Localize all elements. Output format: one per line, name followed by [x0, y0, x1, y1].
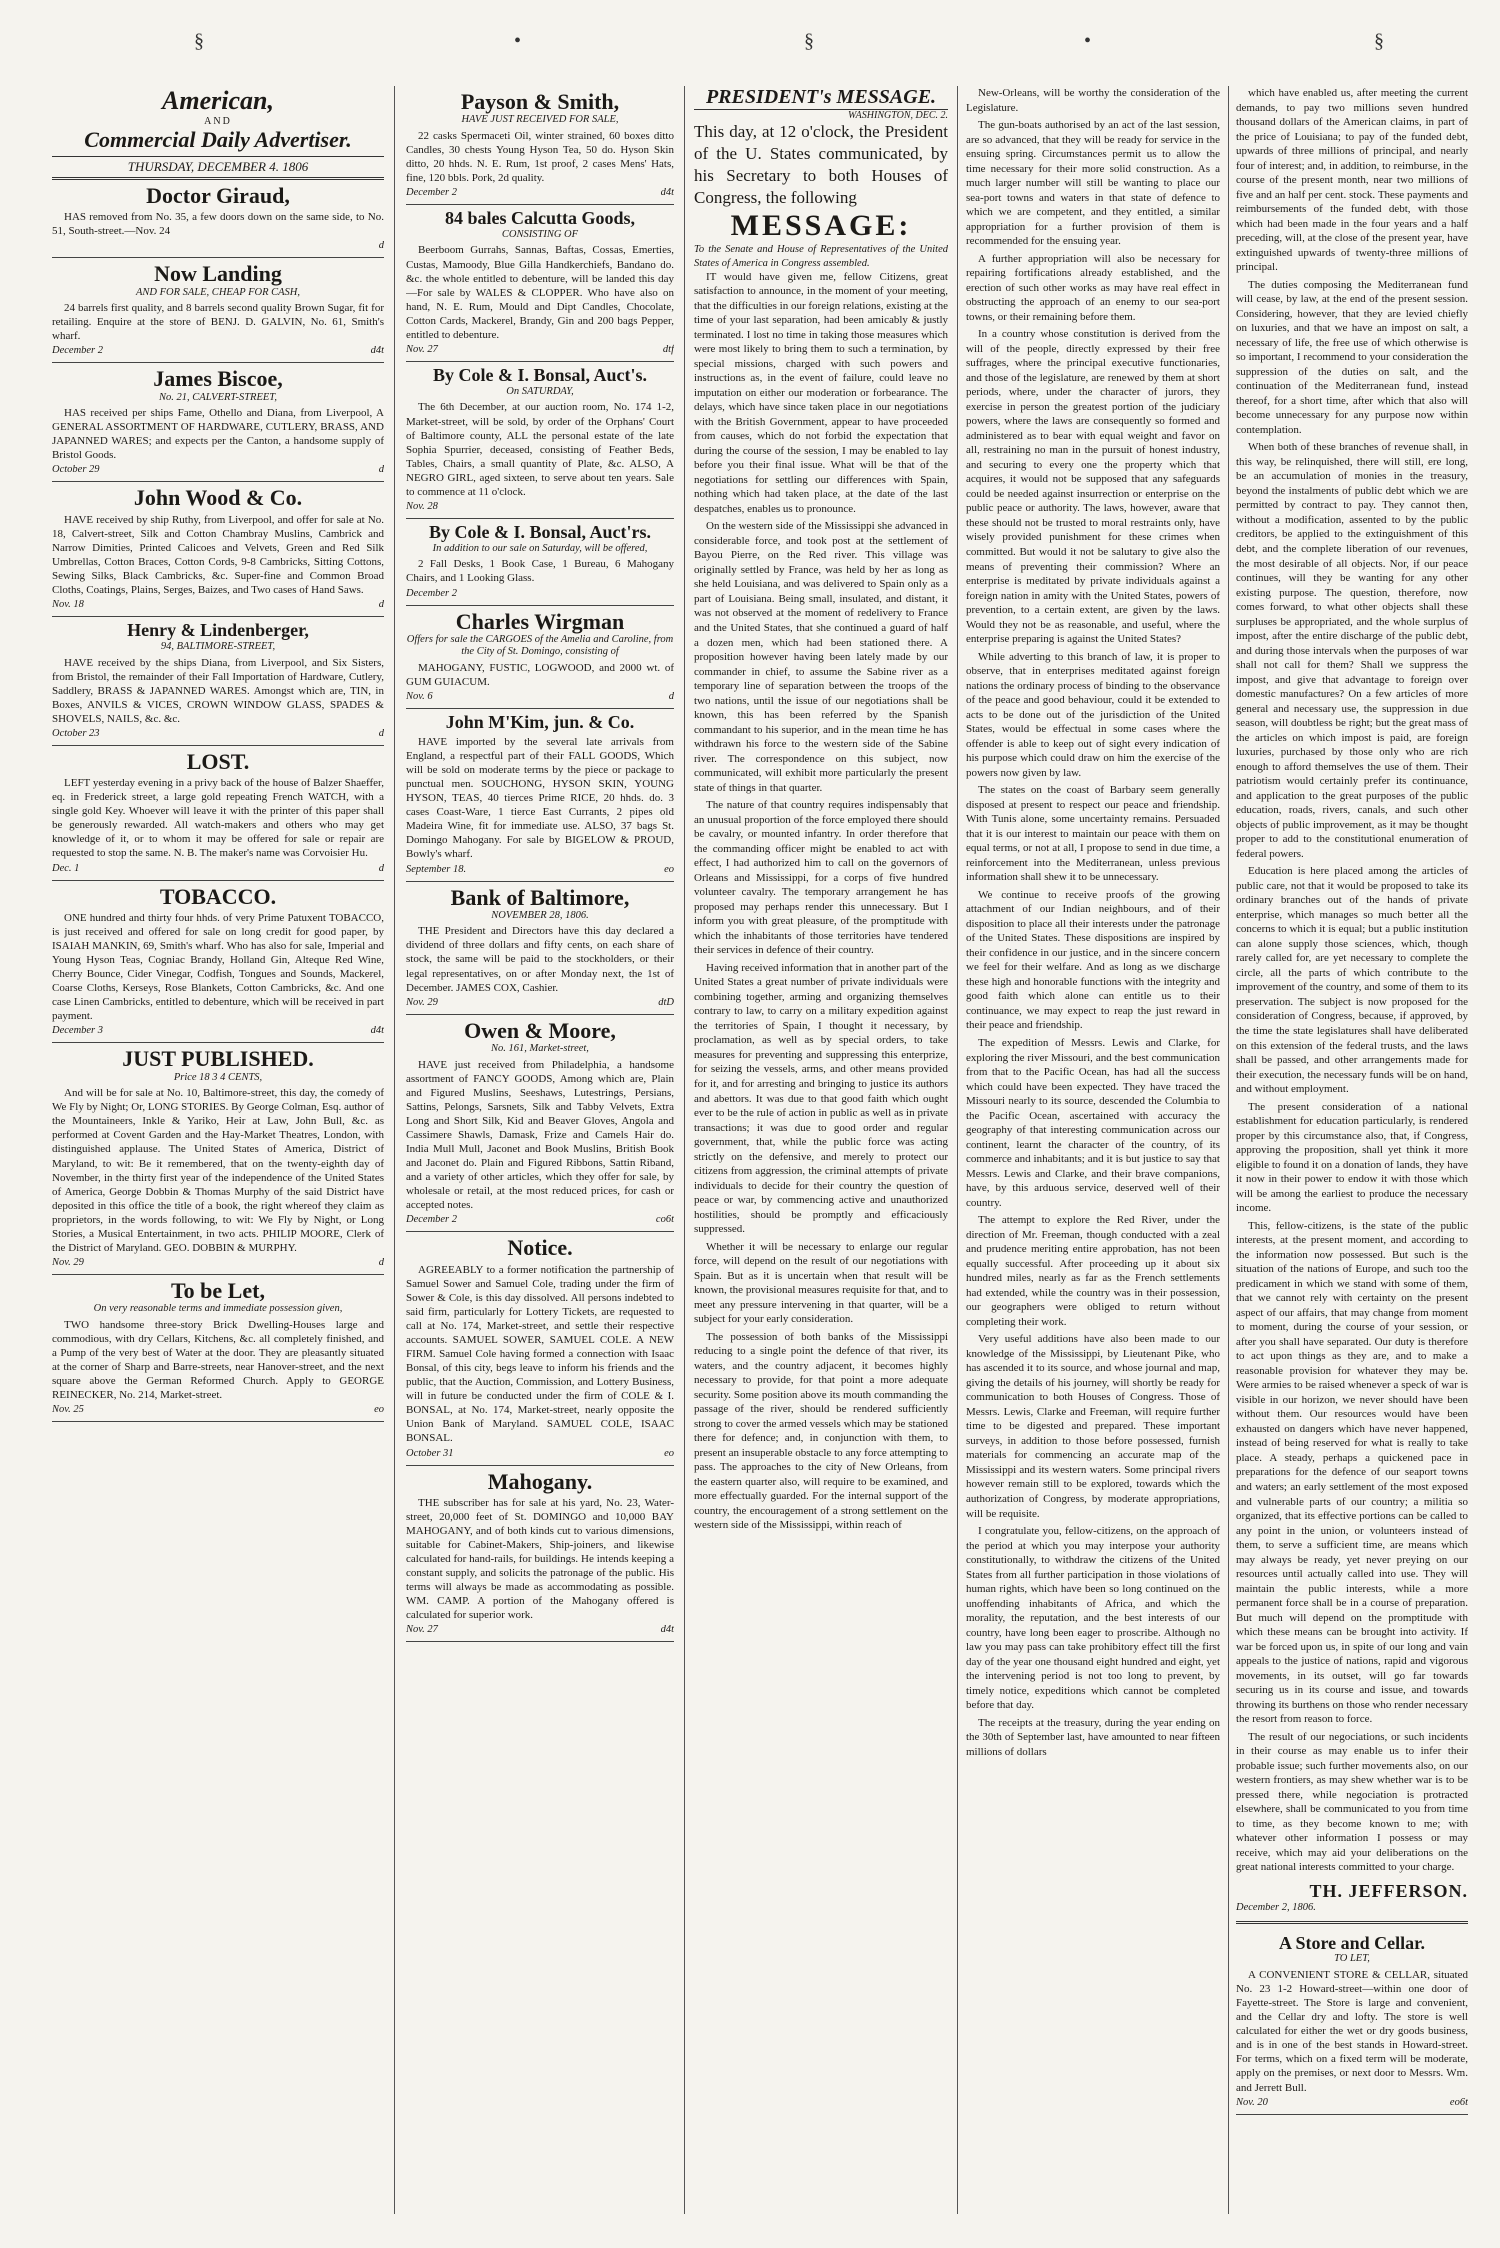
ad-date: Nov. 29 — [406, 996, 438, 1008]
advertisement — [52, 1043, 384, 1275]
ad-body: THE President and Directors have this day declared a dividend of three dollars and fifty cents, on each share of stock, the same will be paid to the stockholders, or their legal representatives, on or after Monday next, the 1st of December. JAMES COX, Cashier. — [406, 925, 674, 994]
message-paragraph: The present consideration of a national establishment for education particularly, is rendered proper by this circumstance also, that, if Congress, approving the proposition, shall yet think it more eligible to found it on a donation of lands, they have it now in their power to endow it with those which will be among the earliest to produce the necessary income. — [1236, 1100, 1468, 1215]
ad-footer — [406, 1214, 674, 1225]
registration-mark: • — [1084, 30, 1092, 52]
ad-body: HAS removed from No. 35, a few doors down on the same side, to No. 51, South-street.—Nov. 24 — [52, 211, 384, 238]
column-1 — [52, 86, 384, 2214]
advertisement — [406, 362, 674, 519]
ad-body: Beerboom Gurrahs, Sannas, Baftas, Cossas, Emerties, Custas, Mamoody, Blue Gilla Handkerchiefs, Bandano do. &c. the whole entitled to debenture, will be landed this day—For sale by WALES & CLOPPER. Who have also on hand, N. E. Rum, Mould and Dipt Candles, Chocolate, Cotton Cards, Mackerel, Brandy, Gin and 200 bags Pepper, entitled to debenture. — [406, 244, 674, 341]
ad-title: To be Let, — [171, 1278, 265, 1304]
advertisement — [52, 258, 384, 363]
ad-title: By Cole & I. Bonsal, Auct'rs. — [428, 521, 651, 542]
ad-code: d — [378, 240, 384, 252]
ad-date: December 2 — [406, 587, 458, 599]
column-rule — [1228, 86, 1229, 2214]
registration-mark: § — [1374, 30, 1384, 52]
ad-code: d — [378, 599, 384, 611]
ad-footer — [406, 997, 674, 1008]
ad-code: dtf — [662, 344, 674, 356]
registration-mark: § — [804, 30, 814, 52]
message-paragraph: IT would have given me, fellow Citizens, great satisfaction to announce, in the moment of your meeting, that the difficulties in our foreign relations, existing at the time of your last separation, had been amicably & justly terminated. I lost no time in taking those measures which were most likely to bring them to such a termination, by special missions, charged with such powers and instructions as, in the event of failure, could leave no imputation on either our moderation or forbearance. The delays, which have since taken place in our negotiations with the British Government, appear to have proceeded from causes, which do not forbid the expectation that during the course of the session, I may be enabled to lay before you their final issue. What will be that of the negotiations for settling our differences with Spain, nothing which had taken place, at the date of the last despatches, enables us to pronounce. — [694, 270, 948, 515]
message-signature: TH. JEFFERSON. — [1309, 1880, 1468, 1901]
message-paragraph: Whether it will be necessary to enlarge our regular force, will depend on the result of our negotiations with Spain. But as it is uncertain when that result will be known, the provisional measures requisite for that, and to meet any pressure intervening in that quarter, will be a subject for your early consideration. — [694, 1240, 948, 1326]
advertisement — [406, 86, 674, 205]
ad-body: HAVE received by ship Ruthy, from Liverpool, and offer for sale at No. 18, Calvert-street, Silk and Cotton Chambray Muslins, Cambrick and Narrow Dimities, Printed Calicoes and Velvets, Green and Red Silk Umbrellas, Cotton Braces, Cotton Cords, 9-8 Cambricks, Sitting Cottons, Sewing Silks, Black Cambricks, &c. Super-fine and Common Broad Cloths, Coatings, Plains, Serges, Baizes, and Two cases of Hand Saws. — [52, 513, 384, 597]
ad-footer — [52, 1257, 384, 1268]
message-paragraph: While adverting to this branch of law, it is proper to observe, that in enterprises meditated against foreign nations the ordinary process of binding to the observance of the peace and good behaviour, could it be extended to acts to be done out of the jurisdiction of the United States, would be effectual in some cases where the offender is able to keep out of sight every indication of his purpose which could draw on him the exercise of the powers now given by law. — [966, 650, 1220, 779]
column-rule — [684, 86, 685, 2214]
ad-footer — [406, 864, 674, 875]
ad-code: d4t — [660, 1624, 674, 1636]
advertisement — [52, 617, 384, 746]
message-paragraph: which have enabled us, after meeting the current demands, to pay two millions seven hundred thousand dollars of the American claims, in part of the price of Louisiana; to pay of the funded debt, upwards of three millions of principal, and nearly four of interest; and, in addition, to reimburse, in the course of the present month, near two millions of five and an half per cent. stock. These payments and reimbursements of the funded debt, with those which had been made in the four years and a half preceding, will, at the close of the present year, have extinguished upwards of twenty-three millions of principal. — [1236, 87, 1468, 274]
ad-subtitle: No. 21, CALVERT-STREET, — [159, 391, 277, 403]
advertisement — [406, 205, 674, 362]
ad-footer — [406, 691, 674, 702]
ad-subtitle: On very reasonable terms and immediate possession given, — [93, 1303, 343, 1315]
ad-footer — [406, 588, 674, 599]
ad-title: Bank of Baltimore, — [450, 884, 630, 910]
ad-code: d — [668, 691, 674, 703]
message-paragraph: Education is here placed among the articles of public care, not that it would be proposed to take its ordinary branches out of the hands of private enterprise, which manages so much better all the concerns to which it is equal; but a public institution can alone supply those sciences, which, though rarely called for, are yet necessary to complete the circle, all the parts of which contribute to the improvement of the country, and some of them to its preservation. The subject is now proposed for the consideration of Congress, because, if approved, by the time the state legislatures shall have deliberated on this extension of the federal trusts, and the laws shall be passed, and other arrangements made for their execution, the necessary funds will be on hand, and without employment. — [1236, 865, 1468, 1096]
advertisement — [406, 882, 674, 1015]
ad-title: Henry & Lindenberger, — [127, 620, 309, 641]
ad-code: dtD — [658, 996, 674, 1008]
advertisement — [52, 881, 384, 1044]
ad-date: Nov. 6 — [406, 691, 433, 703]
message-paragraph: The possession of both banks of the Mississippi reducing to a single point the defence of that river, its waters, and the country adjacent, it becomes highly necessary to provide, for that point a more adequate security. Some position above its mouth commanding the passage of the river, should be rendered sufficiently strong to cover the armed vessels which may be stationed there for defence; and, in conjunction with them, to present an insuperable obstacle to any force attempting to pass. The approaches to the city of New Orleans, from the eastern quarter also, will require to be examined, and more effectually guarded. For the internal support of the country, the encouragement of a strong settlement on the western side of the Mississippi, within reach of — [694, 1330, 948, 1532]
message-banner: MESSAGE: — [730, 209, 912, 243]
ad-body: The 6th December, at our auction room, No. 174 1-2, Market-street, will be sold, by order of the Orphans' Court of Baltimore county, ALL the personal estate of the late Sophia Spurrier, deceased, consisting of Feather Beds, Tables, Chairs, a small quantity of Plate, &c. ALSO, A NEGRO GIRL, aged sixteen, to serve about ten years. Sale to commence at 11 o'clock. — [406, 401, 674, 498]
ad-date: December 2 — [406, 187, 458, 199]
ad-footer — [52, 1025, 384, 1036]
ad-date: October 31 — [406, 1447, 454, 1459]
ad-title: Notice. — [507, 1235, 573, 1261]
ad-footer — [52, 345, 384, 356]
ad-footer — [52, 240, 384, 251]
ad-title: Mahogany. — [487, 1468, 593, 1494]
ad-subtitle: 94, BALTIMORE-STREET, — [160, 640, 276, 652]
ad-title: TOBACCO. — [159, 883, 277, 909]
ad-footer — [52, 464, 384, 475]
registration-mark: • — [514, 30, 522, 52]
issue-date: THURSDAY, DECEMBER 4. 1806 — [52, 156, 384, 180]
message-paragraph: The duties composing the Mediterranean fund will cease, by law, at the end of the present session. Considering, however, that they are levied chiefly on luxuries, and that we have an impost on salt, a necessary of life, the free use of which otherwise is so important, I recommend to your consideration the suppression of the duties on salt, and the continuation of the Mediterranean fund, instead thereof, for a short time, after which that also will become unnecessary for any purpose now within contemplation. — [1236, 278, 1468, 436]
ad-date: Nov. 29 — [52, 1257, 84, 1269]
newspaper-page — [44, 26, 1472, 2222]
ad-title: James Biscoe, — [153, 366, 283, 392]
message-paragraph: The result of our negociations, or such incidents in their course as may enable us to infer their probable issue; such further movements also, on our western frontiers, as may shew whether war is to be pressed there, while negociation is protracted elsewhere, shall be communicated to you from time to time, as they become known to me; with whatever other information I possess or may receive, which may aid your deliberations on the great national interests committed to your charge. — [1236, 1730, 1468, 1874]
ad-body: HAVE received by the ships Diana, from Liverpool, and Six Sisters, from Bristol, the remainder of their Fall Importation of Hardware, Cutlery, Saddlery, BRASS & JAPANNED WARES. Amongst which are, TIN, in Boxes, ANVILS & VICES, CROWN WINDOW GLASS, SPADES & SHOVELS, NAILS, &c. &c. — [52, 656, 384, 725]
registration-mark: § — [194, 30, 204, 52]
ad-subtitle: AND FOR SALE, CHEAP FOR CASH, — [135, 286, 300, 298]
ad-footer — [406, 1624, 674, 1635]
ad-date: Nov. 27 — [406, 1624, 438, 1636]
ad-footer — [406, 1448, 674, 1459]
advertisement — [52, 180, 384, 258]
ad-code: eo — [664, 1447, 674, 1459]
ad-code: d — [378, 727, 384, 739]
ad-subtitle: No. 161, Market-street, — [491, 1042, 589, 1054]
message-paragraph: The receipts at the treasury, during the year ending on the 30th of September last, have amounted to near fifteen millions of dollars — [966, 1716, 1220, 1758]
ad-body: A CONVENIENT STORE & CELLAR, situated No. 23 1-2 Howard-street—within one door of Fayette-street. The Store is large and convenient, and the Cellar dry and lofty. The store is well calculated for either the wet or dry goods business, and is in one of the best stands in Howard-street. For terms, which on a fixed term will be moderate, apply on the premises, or next door to Messrs. Wm. and Jerrett Bull. — [1236, 1968, 1468, 2094]
advertisement — [406, 1466, 674, 1643]
ad-footer — [52, 863, 384, 874]
ad-body: THE subscriber has for sale at his yard, No. 23, Water-street, 20,000 feet of St. DOMINGO and 10,000 BAY MAHOGANY, and of both kinds cut to various dimensions, suitable for Cabinet-Makers, Ship-joiners, and likewise calculated for hand-rails, for buildings. He intends keeping a constant supply, and solicits the patronage of the public. His terms will always be made as accommodating as possible. WM. CAMP. A portion of the Mahogany offered is calculated for superior work. — [406, 1496, 674, 1622]
message-paragraph: The expedition of Messrs. Lewis and Clarke, for exploring the river Missouri, and the best communication from that to the Pacific Ocean, has had all the success which could have been expected. They have traced the Missouri nearly to its source, descended the Columbia to the Pacific Ocean, ascertained with accuracy the geography of that interesting communication across our continent, learnt the character of the country, of its commerce and inhabitants; and it is but justice to say that Messrs. Lewis and Clarke, and their brave companions, have, by this arduous service, deserved well of their country. — [966, 1037, 1220, 1209]
ad-date: December 2 — [406, 1214, 458, 1226]
ad-body: ONE hundred and thirty four hhds. of very Prime Patuxent TOBACCO, is just received and offered for sale on long credit for good paper, by ISAIAH MANKIN, 69, Smith's wharf. Who has also for sale, Imperial and Young Hyson Teas, Cogniac Brandy, Holland Gin, Alteque Red Wine, Cherry Bounce, Cider Vinegar, Codfish, Tongues and Sounds, Mackerel, Coarse Cloths, Kerseys, Rose Blankets, Cotton Cambricks, &c. And one case Linen Cambricks, entitled to debenture, which will be received in part payment. — [52, 911, 384, 1023]
ad-code: eo6t — [1449, 2096, 1468, 2108]
ad-footer — [52, 1404, 384, 1415]
message-heading: PRESIDENT's MESSAGE. — [694, 86, 948, 110]
message-signature-date: December 2, 1806. — [1236, 1901, 1316, 1913]
ad-title: By Cole & I. Bonsal, Auct's. — [432, 365, 648, 386]
ad-footer — [406, 187, 674, 198]
ad-body: LEFT yesterday evening in a privy back of the house of Balzer Shaeffer, eq. in Frederick street, a large gold repeating French WATCH, with a single gold Key. Whoever will leave it with the printer of this paper shall be generously rewarded. All watch-makers and others who may get knowledge of it, or to whom it may be offered for sale or repair are requested to stop the same. N. B. The maker's name was Corvoisier Hu. — [52, 777, 384, 860]
ad-title: Owen & Moore, — [464, 1017, 616, 1043]
advertisement — [52, 363, 384, 482]
ad-subtitle: HAVE JUST RECEIVED FOR SALE, — [461, 114, 619, 126]
ad-title: Payson & Smith, — [460, 89, 620, 114]
ad-date: October 23 — [52, 727, 100, 739]
ad-date: Nov. 25 — [52, 1404, 84, 1416]
ad-date: Nov. 28 — [406, 500, 438, 512]
ad-date: Dec. 1 — [52, 862, 80, 874]
ad-code: d4t — [370, 1025, 384, 1037]
ad-footer — [52, 728, 384, 739]
ad-title: 84 bales Calcutta Goods, — [444, 208, 635, 229]
message-paragraph: I congratulate you, fellow-citizens, on the approach of the period at which you may interpose your authority constitutionally, to withdraw the citizens of the United States from all further participation in those violations of human rights, which have been so long continued on the unoffending inhabitants of Africa, and which the morality, the reputation, and the best interests of our country, have long been eager to proscribe. Although no law you may pass can take prohibitory effect till the first day of the year one thousand eight hundred and eight, yet the intervening period is not too long to prevent, by timely notice, expeditions which cannot be completed before that day. — [966, 1525, 1220, 1712]
ad-body: MAHOGANY, FUSTIC, LOGWOOD, and 2000 wt. of GUM GUIACUM. — [406, 661, 674, 688]
ad-date: October 29 — [52, 464, 100, 476]
ad-subtitle: NOVEMBER 28, 1806. — [491, 909, 589, 921]
ad-code: d — [378, 862, 384, 874]
message-paragraph: The nature of that country requires indispensably that an unusual proportion of the force employed there should be cavalry, or mounted infantry. In order therefore that the commanding officer might be enabled to act with effect, I had authorized him to call on the governors of Orleans and Mississippi, for a corps of five hundred volunteer cavalry. The temporary arrangement he has proposed may perhaps render this unnecessary. But I inform you with great pleasure, of the promptitude with which the inhabitants of those territories have tendered their services in defence of their country. — [694, 799, 948, 957]
ad-code: d4t — [370, 345, 384, 357]
message-address: To the Senate and House of Representatives of the United States of America in Congress assembled. — [694, 244, 948, 269]
ad-subtitle: Price 18 3 4 CENTS, — [173, 1071, 263, 1083]
ad-body: 24 barrels first quality, and 8 barrels second quality Brown Sugar, fit for retailing. Enquire at the store of BENJ. D. GALVIN, No. 61, Smith's wharf. — [52, 302, 384, 343]
ad-date: September 18. — [406, 863, 467, 875]
ad-body: 22 casks Spermaceti Oil, winter strained, 60 boxes ditto Candles, 30 chests Young Hyson Tea, 50 do. Hyson Skin ditto, 20 hhds. N. E. Rum, 1st proof, 2 cases Mens' Hats, fine, 120 bbls. Pork, 2d quality. — [406, 129, 674, 185]
column-3 — [694, 86, 948, 2214]
column-2 — [406, 86, 674, 2214]
column-4 — [966, 86, 1220, 2214]
ad-footer — [1236, 2097, 1468, 2108]
ad-title: JUST PUBLISHED. — [122, 1046, 314, 1072]
ad-title: John Wood & Co. — [133, 485, 303, 511]
message-paragraph: This, fellow-citizens, is the state of the public interests, at the present moment, and according to the information now possessed. But such is the situation of the nations of Europe, and such too the predicament in which we stand with some of them, that we cannot rely with certainty on the present aspect of our affairs, that may change from moment to moment, during the course of your session, or after you shall have separated. Our duty is therefore to act upon things as they are, and to make a reasonable provision for whatever they may be. Were armies to be raised whenever a speck of war is visible in our horizon, we never should have been without them. Our resources would have been exhausted on dangers which have never happened, instead of being reserved for what is really to take place. A steady, perhaps a quickened pace in preparations for the defence of our seaport towns and waters; an early settlement of the most exposed and vulnerable parts of our country; a militia so organized, that its effective portions can be called to any point in the union, or volunteers instead of them, to serve a sufficient time, are means which may always be ready, yet never preying on our resources until actually called into use. They will maintain the public interests, while a more permanent force shall be in a course of preparation. But much will depend on the promptitude with which these means can be brought into activity. If war be forced upon us, in spite of our long and vain appeals to the justice of nations, rapid and vigorous movements, in its outset, will go far towards securing us in its course and issue, and towards throwing its burthens on those who render necessary the resort from reason to force. — [1236, 1219, 1468, 1726]
ad-subtitle: On SATURDAY, — [506, 385, 574, 397]
message-paragraph: We continue to receive proofs of the growing attachment of our Indian neighbours, and of their disposition to place all their interests under the patronage of the United States. These dispositions are inspired by their confidence in our justice, and in the sincere concern we feel for their welfare. And as long as we discharge these high and honorable functions with the integrity and good faith which alone can entitle us to their continuance, we may expect to reap the just reward in their peace and friendship. — [966, 888, 1220, 1032]
ad-body: HAVE just received from Philadelphia, a handsome assortment of FANCY GOODS, Among which are, Plain and Figured Muslins, Seeshaws, Lutestrings, Persians, Sattins, Pelongs, Sarsnets, Silk and Tabby Velvets, Extra Long and Short Silk, Kid and Beaver Gloves, Angola and Cassimere Shawls, Damask, Frize and Camels Hair do. India Mull Mull, Jaconet and Book Muslins, British Book and Jaconet do. Plain and Figured Ribbons, Sattin Riband, and a variety of other articles, which they offer for sale, by wholesale or retail, at the most reduced prices, for cash or accepted notes. — [406, 1058, 674, 1212]
message-dateline: WASHINGTON, DEC. 2. — [848, 110, 948, 121]
ad-body: HAVE imported by the several late arrivals from England, a respectful part of their FALL GOODS, Which will be sold on moderate terms by the piece or package to punctual men. SOUCHONG, HYSON SKIN, YOUNG HYSON, TEAS, 40 tierces Prime RICE, 20 hhds. do. 3 cases Coast-Ware, 1 tierce East Currants, 2 pipes old Madeira Wine, fit for immediate use. ALSO, 37 bags St. Domingo Mahogany. For sale by BIGELOW & PROUD, Bowly's wharf. — [406, 735, 674, 861]
message-paragraph: In a country whose constitution is derived from the will of the people, directly expressed by their free suffrages, where the principal executive functionaries, and those of the legislature, are renewed by them at short periods, where, under the character of jurors, they exercise in person the greatest portion of the judiciary powers, where the laws are consequently so formed and administered as to bear with equal weight and favor on all, restraining no man in the pursuit of honest industry, and securing to every one the property which that acquires, it would not be supposed that any safeguards could be needed against insurrection or enterprise on the public peace or authority. The laws, however, aware that these should not be trusted to moral restraints only, have wisely provided punishment for these crimes when committed. But would it not be salutary to give also the means of preventing their commission? Where an enterprise is meditated by private individuals against a foreign nation in amity with the United States, powers of prevention, to a certain extent, are given by the laws. Would they not be as reasonable, and useful, where the enterprise preparing is against the United States? — [966, 328, 1220, 646]
ad-title: Now Landing — [154, 261, 282, 287]
ad-title: LOST. — [186, 748, 250, 774]
ad-code: eo — [664, 863, 674, 875]
ad-title: Doctor Giraud, — [146, 183, 290, 208]
ad-body: 2 Fall Desks, 1 Book Case, 1 Bureau, 6 Mahogany Chairs, and 1 Looking Glass. — [406, 558, 674, 585]
ad-code: d — [378, 1257, 384, 1269]
advertisement — [406, 709, 674, 882]
message-paragraph: Having received information that in another part of the United States a great number of private individuals were combining together, arming and organizing themselves contrary to law, to carry on a military expedition against the territories of Spain, I thought it necessary, by proclamation, as well as by special orders, to take measures for preventing and suppressing this enterprize, for seizing the vessels, arms, and other means provided for it, and for arresting and bringing to justice its authors and abettors. It was due to that good faith which ought ever to be the rule of action in public as well as in private transactions; it was due to good order and regular government, that, while the public force was acting strictly on the defensive, and merely to protect our citizens from aggression, the criminal attempts of private individuals to decide for their country the question of peace or war, by commencing active and unauthorized hostilities, should be promptly and efficaciously suppressed. — [694, 961, 948, 1236]
ad-code: d4t — [660, 187, 674, 199]
masthead-subtitle: Commercial Daily Advertiser. — [84, 127, 352, 152]
advertisement-store — [1236, 1930, 1468, 2115]
message-intro: This day, at 12 o'clock, the President of the U. States communicated, by his Secretary to both Houses of Congress, the following — [694, 122, 948, 208]
message-paragraph: Very useful additions have also been made to our knowledge of the Mississippi, by Lieutenant Pike, who has ascended it to its source, and whose journal and map, giving the details of his journey, will shortly be ready for communication to both Houses of Congress. Those of Messrs. Lewis, Clarke and Freeman, will require further time to be digested and prepared. These important surveys, in addition to those before possessed, furnish materials for commencing an accurate map of the Mississippi and its western waters. Some principal rivers however remain still to be explored, towards which the authorization of Congress, by moderate appropriations, will be requisite. — [966, 1333, 1220, 1520]
ad-date: December 2 — [52, 345, 104, 357]
message-paragraph: When both of these branches of revenue shall, in this way, be relinquished, there will still, ere long, be an accumulation of monies in the treasury, beyond the instalments of public debt which we are permitted by contract to pay. They cannot then, without a modification, assented to by the public creditors, be applied to the extinguishment of this debt, and the complete liberation of our revenues, the most desirable of all objects. Nor, if our peace continues, will they be wanting for any other existing purpose. The question, therefore, now comes forward, to what other objects shall these surpluses be appropriated, and the whole surplus of impost, after the entire discharge of the public debt, and during those intervals when the purposes of war shall not call for them? Shall we suppress the impost, and give that advantage to foreign over domestic manufactures? On a few articles of more general and necessary use, the suppression in due season, will doubtless be right; but the great mass of the articles on which impost is paid, are foreign luxuries, purchased by those only who are rich enough to afford themselves the use of them. Their patriotism would certainly prefer its continuance, and application to the great purposes of the public education, roads, rivers, canals, and such other objects of public improvement, as it may be thought proper to add to the constitutional enumeration of federal powers. — [1236, 441, 1468, 860]
ad-code: co6t — [655, 1214, 674, 1226]
masthead-conjunction: AND — [204, 116, 232, 127]
column-5 — [1236, 86, 1468, 2214]
advertisement — [406, 1015, 674, 1233]
message-paragraph: The gun-boats authorised by an act of the last session, are so advanced, that they will be ready for service in the ensuing spring. Circumstances permit us to allow the time necessary for their more solid construction. As a much larger number will still be wanting to place our sea-port towns and waters in that state of defence to which we are competent, and they entitled, a similar appropriation for a further provision of them is recommended for the ensuing year. — [966, 119, 1220, 248]
ad-subtitle: In addition to our sale on Saturday, will be offered, — [432, 542, 648, 554]
ad-body: HAS received per ships Fame, Othello and Diana, from Liverpool, A GENERAL ASSORTMENT OF HARDWARE, CUTLERY, BRASS, AND JAPANNED WARES; and expects per the Canton, a handsome supply of Bristol Goods. — [52, 407, 384, 462]
ad-subtitle: Offers for sale the CARGOES of the Amelia and Caroline, from the City of St. Domingo, consisting of — [406, 633, 674, 658]
ad-title: John M'Kim, jun. & Co. — [445, 712, 635, 733]
advertisement — [406, 1232, 674, 1465]
ad-code: d — [378, 464, 384, 476]
ad-footer — [406, 501, 674, 512]
ad-date: Nov. 27 — [406, 344, 438, 356]
message-paragraph: The attempt to explore the Red River, under the direction of Mr. Freeman, though conducted with a zeal and prudence meriting entire approbation, has not been equally successful. After proceeding up it about six hundred miles, nearly as far as the French settlements had extended, while the country was in their possession, our geographers were obliged to return without completing their work. — [966, 1214, 1220, 1328]
advertisement — [406, 519, 674, 606]
ad-code: eo — [374, 1404, 384, 1416]
advertisement — [52, 746, 384, 881]
ad-body: TWO handsome three-story Brick Dwelling-Houses large and commodious, with dry Cellars, Kitchens, &c. all completely finished, and a Pump of the very best of Water at the door. They are pleasantly situated at the corner of Sharp and Barre-streets, near Hanover-street, and the next square above the German Reformed Church. Apply to GEORGE REINECKER, No. 214, Market-street. — [52, 1318, 384, 1402]
ad-subtitle: CONSISTING OF — [501, 228, 579, 240]
ad-footer — [52, 599, 384, 610]
ad-date: December 3 — [52, 1025, 104, 1037]
ad-body: And will be for sale at No. 10, Baltimore-street, this day, the comedy of We Fly by Night; Or, LONG STORIES. By George Colman, Esq. author of the Mountaineers, Inkle & Yariko, Heir at Law, John Bull, &c. as performed at Covent Garden and the Hay-Market Theatres, London, with distinguished applause. The United States of America, District of Maryland, to wit: Be it remembered, that on the twenty-eighth day of November, in the thirty first year of the independence of the United States of America, George Dobbin & Thomas Murphy of the said District have deposited in this office the title of a book, the right whereof they claim as proprietors, in the words following, to wit: We Fly by Night, or Long Stories, a Musical Entertainment, in two acts. PHILIP MOORE, Clerk of the District of Maryland. GEO. DOBBIN & MURPHY. — [52, 1087, 384, 1254]
divider — [1236, 1921, 1468, 1924]
column-rule — [394, 86, 395, 2214]
ad-title: A Store and Cellar. — [1278, 1932, 1425, 1953]
message-paragraph: New-Orleans, will be worthy the consideration of the Legislature. — [966, 87, 1220, 114]
ad-title: Charles Wirgman — [455, 608, 625, 634]
advertisement — [52, 1275, 384, 1422]
masthead-title: American, — [162, 86, 274, 115]
column-rule — [957, 86, 958, 2214]
advertisement — [406, 606, 674, 710]
message-paragraph: On the western side of the Mississippi she advanced in considerable force, and took post at the settlement of Bayou Pierre, on the Red river. This village was originally settled by France, was held by her as long as she held Louisiana, and was delivered to Spain only as a part of Louisiana. Being small, insulated, and distant, it was not observed at the moment of redelivery to France and the United States, that she continued a guard of half a dozen men, which had been stationed there. A proposition however having been lately made by our commander in chief, to assume the Sabine river as a temporary line of separation between the troops of the two nations, until the issue of our negotiations shall be known, this has been referred by the Spanish commandant to his superior, and in the mean time he has withdrawn his force to the western side of the Sabine river. The correspondence on this subject, now communicated, will exhibit more particularly the present state of things in that quarter. — [694, 520, 948, 794]
advertisement — [52, 482, 384, 617]
masthead — [52, 86, 384, 180]
message-paragraph: The states on the coast of Barbary seem generally disposed at present to respect our peace and friendship. With Tunis alone, some uncertainty remains. Persuaded that it is our interest to maintain our peace with them on equal terms, or not at all, I propose to send in due time, a reinforcement into the Mediterranean, unless previous information shall shew it to be unnecessary. — [966, 784, 1220, 884]
ad-subtitle: TO LET, — [1334, 1953, 1370, 1965]
ad-body: AGREEABLY to a former notification the partnership of Samuel Sower and Samuel Cole, trading under the firm of Sower & Cole, is this day dissolved. All persons indebted to said firm, particularly for Lottery Tickets, are requested to call at No. 174, Market-street, and settle their respective accounts. SAMUEL SOWER, SAMUEL COLE. A NEW FIRM. Samuel Cole having formed a connection with Isaac Bonsal, of this city, begs leave to inform his friends and the public, that the Auction, Commission, and Lottery Business, will in future be conducted under the firm of COLE & I. BONSAL, at No. 174, Market-street, nearly opposite the Union Bank of Maryland. SAMUEL COLE, ISAAC BONSAL. — [406, 1263, 674, 1445]
message-paragraph: A further appropriation will also be necessary for repairing fortifications already established, and the erection of such other works as may have real effect in obstructing the approach of an enemy to our sea-port towns, or their remaining before them. — [966, 252, 1220, 323]
ad-date: Nov. 18 — [52, 599, 84, 611]
ad-footer — [406, 344, 674, 355]
ad-date: Nov. 20 — [1236, 2096, 1268, 2108]
